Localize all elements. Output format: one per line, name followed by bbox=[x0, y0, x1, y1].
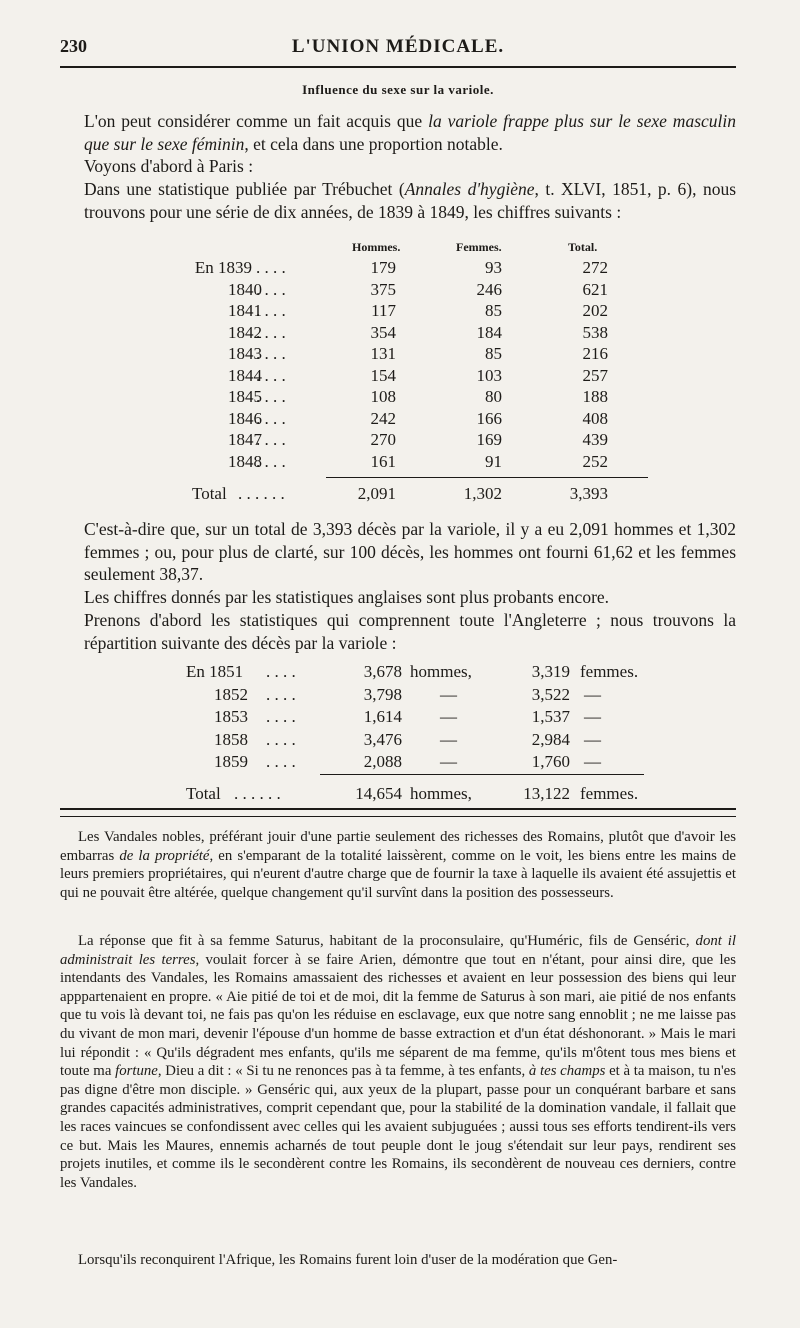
intro-paragraph-2: Voyons d'abord à Paris : bbox=[84, 156, 254, 176]
femmes-cell: 246 bbox=[476, 279, 502, 299]
total-cell: 272 bbox=[582, 258, 608, 277]
femmes-label-cell: — bbox=[584, 684, 601, 704]
table-row bbox=[0, 409, 800, 431]
section-title: Influence du sexe sur la variole. bbox=[302, 82, 494, 97]
running-title: L'UNION MÉDICALE. bbox=[291, 36, 505, 57]
hommes-cell: 179 bbox=[370, 258, 396, 277]
dots-cell: . . . . bbox=[256, 408, 286, 428]
hommes-label-cell: — bbox=[440, 752, 457, 771]
hommes-cell: 354 bbox=[370, 322, 396, 342]
total-cell: 408 bbox=[582, 408, 608, 428]
year-cell: 1848 bbox=[228, 451, 262, 471]
dots-cell: . . . . bbox=[256, 365, 286, 385]
hommes-label-cell: hommes, bbox=[410, 662, 472, 681]
hommes-cell: 375 bbox=[370, 279, 396, 299]
year-cell: 1852 bbox=[214, 684, 248, 704]
total-cell: 216 bbox=[582, 344, 608, 363]
dots-cell: . . . . bbox=[266, 752, 296, 771]
total-cell: 257 bbox=[582, 365, 608, 385]
dots-cell: . . . . bbox=[256, 322, 286, 342]
year-cell: 1858 bbox=[214, 729, 248, 749]
year-cell: 1844 bbox=[228, 365, 262, 385]
femmes-cell: 1,760 bbox=[531, 752, 570, 771]
table-row bbox=[0, 280, 800, 302]
feuilleton-separator bbox=[60, 808, 736, 817]
femmes-label-cell: — bbox=[584, 707, 601, 726]
total-cell: 188 bbox=[582, 387, 608, 406]
header-rule bbox=[60, 66, 736, 68]
column-header-hommes: Hommes. bbox=[352, 240, 401, 254]
dots-cell: . . . . bbox=[256, 430, 286, 449]
table-row bbox=[0, 366, 800, 388]
total-cell: 439 bbox=[582, 430, 608, 449]
hommes-cell: 108 bbox=[370, 387, 396, 406]
column-header-total: Total. bbox=[568, 240, 598, 254]
year-cell: 1843 bbox=[228, 344, 262, 363]
femmes-cell: 80 bbox=[485, 387, 502, 406]
dots-cell: . . . . bbox=[256, 279, 286, 299]
mid-paragraph-2: Les chiffres donnés par les statistiques anglaises sont plus probants encore. bbox=[84, 587, 610, 607]
femmes-label-cell: — bbox=[584, 752, 601, 771]
femmes-cell: 3,522 bbox=[531, 684, 570, 704]
feuilleton-paragraph-2: La réponse que fit à sa femme Saturus, habitant de la proconsulaire, qu'Huméric, fils de Genséric, dont il administrait les terres, voulait forcer à se faire Arien, démontre que tout en n'étant, pour ainsi dire, que les intendants des Vandales, les Romains amassaient des richesses et avaient en leur possession des biens qui leur apppartenaient en propre. « Aie pitié de toi et de moi, dit la femme de Saturus à son mari, aie pitié de nos enfants que tu vois là devant toi, ne fais pas qu'on les réduise en esclavage, eux que notre sang ennoblit ; ne me laisse pas du vivant de mon mari, devenir l'épouse d'un homme de basse extraction et d'un état déshonorant. » Mais le mari lui répondit : « Qu'ils dégradent mes enfants, qu'ils me séparent de ma femme, qu'ils m'ôtent tous mes biens et toute ma fortune, Dieu a dit : « Si tu ne renonces pas à ta femme, à tes enfants, à tes champs et à ta maison, tu n'es pas digne d'être mon disciple. » Genséric qui, aux yeux de la plupart, passe pour un conquérant barbare et sans grandes capacités administratives, comprit cependant que, pour la stabilité de la domination vandale, il fallait que les races vaincues se confondissent avec celles qui les avaient subjuguées ; aussi tous ses efforts tendirent-ils vers ce but. Mais les Maures, ennemis acharnés de tout peuple dont le joug s'étendait sur leur pays, rendirent ses projets inutiles, et comme ils le secondèrent contre les Romains, ils secondèrent de nouveau ces derniers, contre les Vandales. bbox=[60, 933, 736, 1191]
table-row bbox=[0, 387, 800, 409]
table-row bbox=[0, 301, 800, 323]
femmes-cell: 169 bbox=[476, 430, 502, 449]
year-cell: 1847 bbox=[228, 430, 262, 449]
year-cell: 1845 bbox=[228, 387, 262, 406]
femmes-cell: 93 bbox=[485, 258, 502, 277]
hommes-cell: 2,088 bbox=[363, 752, 402, 771]
femmes-label-cell: — bbox=[584, 729, 601, 749]
hommes-cell: 161 bbox=[370, 451, 396, 471]
dots-cell: . . . . bbox=[256, 387, 286, 406]
table-row bbox=[0, 430, 800, 452]
hommes-label-cell: — bbox=[440, 684, 457, 704]
page-number: 230 bbox=[60, 36, 87, 56]
table-row bbox=[0, 323, 800, 345]
year-cell: 1859 bbox=[214, 752, 248, 771]
femmes-cell: 184 bbox=[476, 322, 502, 342]
mid-paragraph-3: Prenons d'abord les statistiques qui comprennent toute l'Angleterre ; nous trouvons la répartition suivante des décès par la variole : bbox=[84, 610, 736, 653]
mid-paragraph-1: C'est-à-dire que, sur un total de 3,393 décès par la variole, il y a eu 2,091 hommes et 1,302 femmes ; ou, pour plus de clarté, sur 100 décès, les hommes ont fourni 61,62 et les femmes seulement 38,37. bbox=[84, 519, 736, 584]
year-cell: 1842 bbox=[228, 322, 262, 342]
dots-cell: . . . . bbox=[256, 258, 286, 277]
feuilleton-paragraph-1: Les Vandales nobles, préférant jouir d'une partie seulement des richesses des Romains, plutôt que d'avoir les embarras de la propriété, en s'emparant de la totalité laissèrent, comme on le voit, les biens entre les mains de leurs premiers propriétaires, qui n'eurent d'autre charge que de fournir la taxe à laquelle ils avaient été assujettis et qui ne pouvait être altérée, quelque changement qu'il survînt dans la position des possesseurs. bbox=[60, 829, 736, 901]
dots-cell: . . . . bbox=[266, 729, 296, 749]
feuilleton-paragraph-3: Lorsqu'ils reconquirent l'Afrique, les Romains furent loin d'user de la modération que Gen- bbox=[78, 1252, 618, 1268]
year-cell: 1841 bbox=[228, 301, 262, 320]
table-row bbox=[0, 707, 800, 729]
page-header bbox=[60, 36, 736, 60]
year-cell: En 1839 bbox=[194, 258, 252, 277]
table-row bbox=[0, 452, 800, 474]
dots-cell: . . . . bbox=[266, 707, 296, 726]
dots-cell: . . . . bbox=[256, 344, 286, 363]
year-cell: 1846 bbox=[228, 408, 262, 428]
hommes-cell: 117 bbox=[371, 301, 396, 320]
table-row bbox=[0, 730, 800, 752]
femmes-cell: 1,537 bbox=[531, 707, 570, 726]
year-cell: 1840 bbox=[228, 279, 262, 299]
femmes-label-cell: femmes. bbox=[580, 662, 639, 681]
table-row bbox=[0, 662, 800, 684]
femmes-cell: 103 bbox=[476, 365, 502, 385]
total-cell: 538 bbox=[582, 322, 608, 342]
dots-cell: . . . . bbox=[256, 451, 286, 471]
dots-cell: . . . . bbox=[256, 301, 286, 320]
hommes-cell: 154 bbox=[370, 365, 396, 385]
hommes-label-cell: — bbox=[440, 707, 457, 726]
femmes-cell: 166 bbox=[476, 408, 502, 428]
year-cell: 1853 bbox=[214, 707, 248, 726]
hommes-cell: 3,798 bbox=[363, 684, 402, 704]
intro-paragraph-3: Dans une statistique publiée par Trébuchet (Annales d'hygiène, t. XLVI, 1851, p. 6), nous trouvons pour une série de dix années, de 1839 à 1849, les chiffres suivants : bbox=[84, 179, 736, 222]
femmes-cell: 91 bbox=[485, 451, 502, 471]
femmes-cell: 2,984 bbox=[531, 729, 570, 749]
total-cell: 621 bbox=[582, 279, 608, 299]
dots-cell: . . . . bbox=[266, 684, 296, 704]
hommes-cell: 3,678 bbox=[363, 662, 402, 681]
femmes-cell: 85 bbox=[485, 344, 502, 363]
hommes-cell: 1,614 bbox=[363, 707, 402, 726]
hommes-cell: 3,476 bbox=[363, 729, 402, 749]
hommes-cell: 270 bbox=[370, 430, 396, 449]
total-cell: 202 bbox=[582, 301, 608, 320]
intro-paragraph-1: L'on peut considérer comme un fait acquis que la variole frappe plus sur le sexe masculin que sur le sexe féminin, et cela dans une proportion notable. bbox=[84, 111, 736, 154]
total-cell: 252 bbox=[582, 451, 608, 471]
table-row bbox=[0, 258, 800, 280]
total-rule bbox=[320, 774, 644, 775]
column-header-femmes: Femmes. bbox=[456, 240, 502, 254]
dots-cell: . . . . bbox=[266, 662, 296, 681]
table-row bbox=[0, 685, 800, 707]
journal-page: 230 L'UNION MÉDICALE. Influence du sexe sur la variole. L'on peut considérer comme un fait acquis que la variole frappe plus sur le sexe masculin que sur le sexe féminin, et cela dans une proportion notable. Voyons d'abord à Paris : Dans une statistique publiée par Trébuchet (Annales d'hygiène, t. XLVI, 1851, p. 6), nous trouvons pour une série de dix années, de 1839 à 1849, les chiffres suivants : Hommes. Femmes. Total. En 1839 . . . . 179 93 272 1840 . . . . 375 246 621 1841 . . . . 117 85 202 1842 . . . . 354 184 538 1843 . . . . 131 85 216 1844 . . . . 154 103 257 1845 . . . . 108 80 188 1846 . . . . 242 166 408 1847 . . . . 270 169 439 1848 . . . . 161 91 252 Total . . . . . . 2,091 1,302 3,393 C'est-à-dire que, sur un total de 3,393 décès par la variole, il y a eu 2,091 hommes et 1,302 femmes ; ou, pour plus de clarté, sur 100 décès, les hommes ont fourni 61,62 et les femmes seulement 38,37. Les chiffres donnés par les statistiques anglaises sont plus probants encore. Prenons d'abord les statistiques qui comprennent toute l'Angleterre ; nous trouvons la répartition suivante des décès par la variole : En 1851 . . . . 3,678 hommes, 3,319 femmes. 1852 . . . . 3,798 — 3,522 — 1853 . . . . 1,614 — 1,537 — 1858 . . . . 3,476 — 2,984 — 1859 . . . . 2,088 — 1,760 — Total . . . . . . 14,654 hommes, 13,122 femmes. Les Vandales nobles, préférant jouir d'une partie seulement des richesses des Romains, plutôt que d'avoir les embarras de la propriété, en s'emparant de la totalité laissèrent, comme on le voit, les biens entre les mains de leurs premiers propriétaires, qui n'eurent d'autre charge que de fournir la taxe à laquelle ils avaient été assujettis et qui ne pouvait être altérée, quelque changement qu'il survînt dans la position des possesseurs. La réponse que fit à sa femme Saturus, habitant de la proconsulaire, qu'Huméric, fils de Genséric, dont il administrait les terres, voulait forcer à se faire Arien, démontre que tout en n'étant, pour ainsi dire, que les intendants des Vandales, les Romains amassaient des richesses et avaient en leur possession des biens qui leur apppartenaient en propre. « Aie pitié de toi et de moi, dit la femme de Saturus à son mari, aie pitié de nos enfants que tu vois là devant toi, ne fais pas qu'on les réduise en esclavage, eux que notre sang ennoblit ; ne me laisse pas du vivant de mon mari, devenir l'épouse d'un homme de basse extraction et d'un état déshonorant. » Mais le mari lui répondit : « Qu'ils dégradent mes enfants, qu'ils me séparent de ma femme, qu'ils m'ôtent tous mes biens et toute ma fortune, Dieu a dit : « Si tu ne renonces pas à ta femme, à tes enfants, à tes champs et à ta maison, tu n'es pas digne d'être mon disciple. » Genséric qui, aux yeux de la plupart, passe pour un conquérant barbare et sans grandes capacités administratives, comprit cependant que, pour la stabilité de la domination vandale, il fallait que les races vaincues se confondissent avec celles qui les avaient subjuguées ; aussi tous ses efforts tendirent-ils vers ce but. Mais les Maures, ennemis acharnés de tout peuple dont le joug s'étendait sur leur pays, rendirent ses projets inutiles, et comme ils le secondèrent contre les Romains, ils secondèrent de nouveau ces derniers, contre les Vandales. Lorsqu'ils reconquirent l'Afrique, les Romains furent loin d'user de la modération que Gen- bbox=[0, 0, 800, 1328]
table-total-row: Total . . . . . . 14,654 hommes, 13,122 femmes. bbox=[186, 784, 639, 803]
hommes-label-cell: — bbox=[440, 729, 457, 749]
hommes-cell: 131 bbox=[370, 344, 396, 363]
table-row bbox=[0, 752, 800, 774]
hommes-cell: 242 bbox=[370, 408, 396, 428]
year-cell: En 1851 bbox=[186, 662, 244, 681]
femmes-cell: 85 bbox=[485, 301, 502, 320]
total-rule bbox=[326, 477, 648, 478]
table-row bbox=[0, 344, 800, 366]
femmes-cell: 3,319 bbox=[531, 662, 570, 681]
